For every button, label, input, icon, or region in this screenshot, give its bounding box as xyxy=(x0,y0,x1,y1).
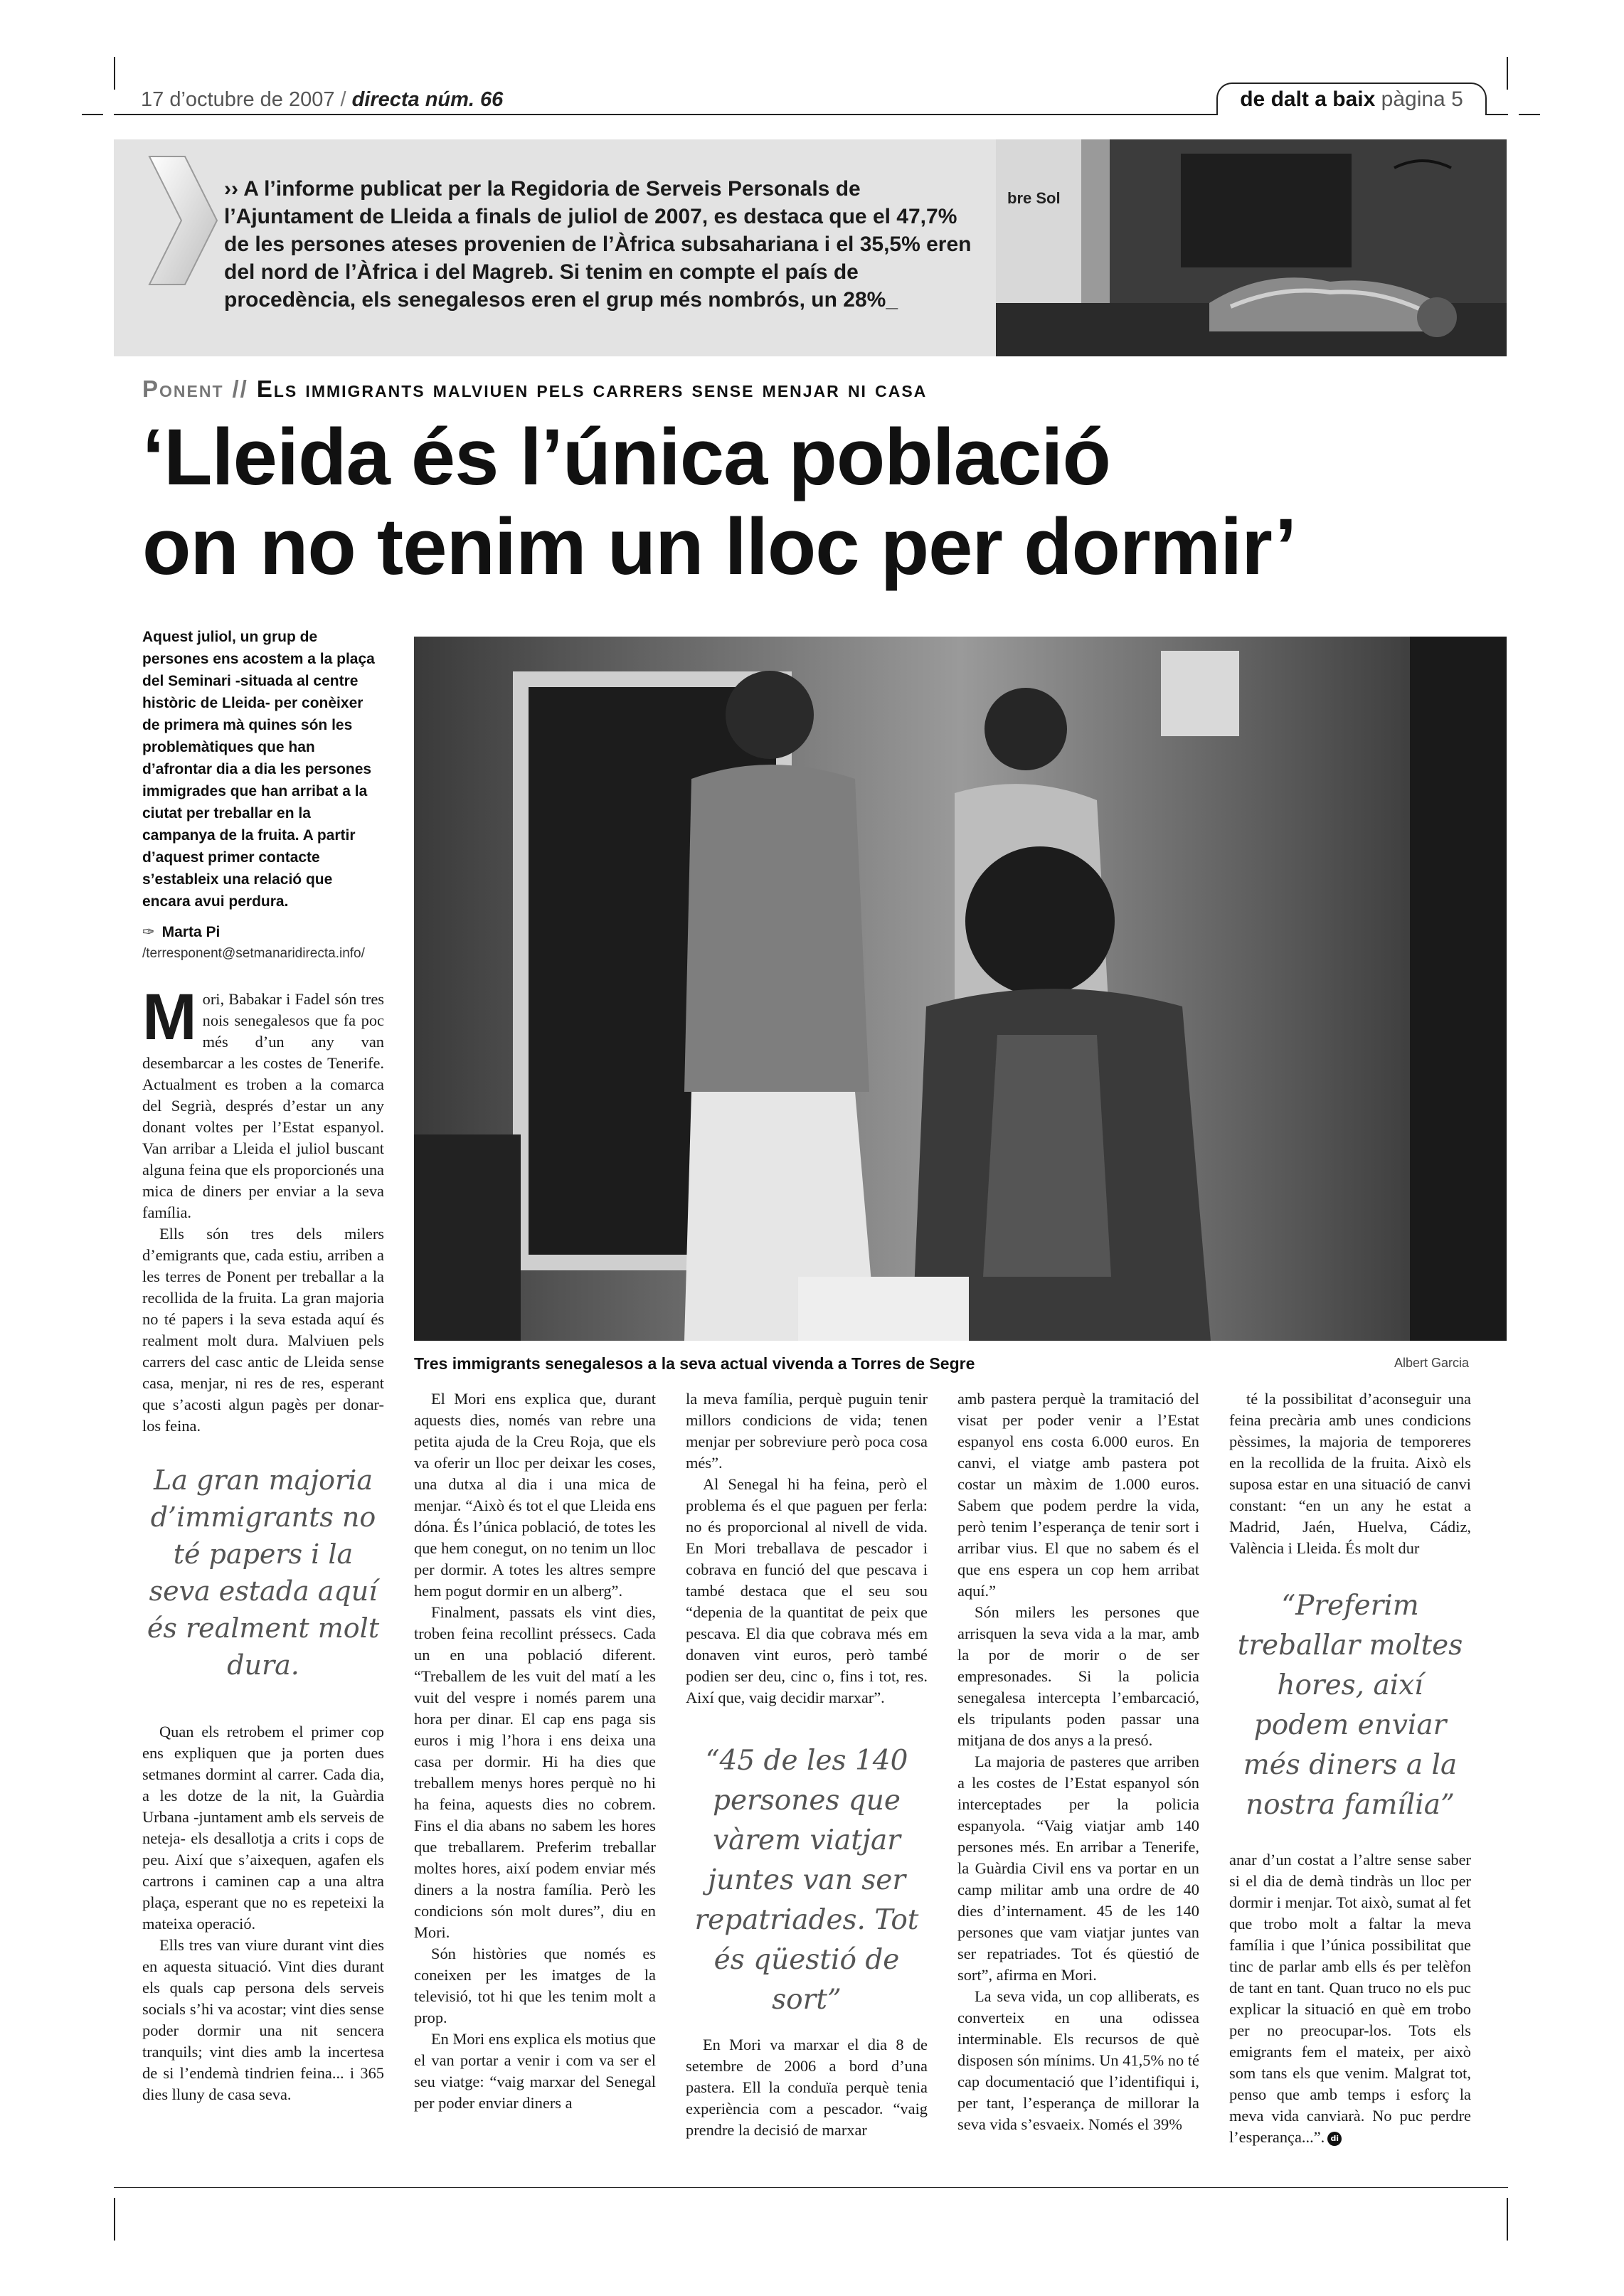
header-slash: / xyxy=(340,88,346,111)
body-paragraph: Són milers les persones que arrisquen la seva vida a la mar, amb la por de morir o de ser empresonades. Si la policia senegalesa intercepta l’embarcació, els tripulants poden passar una mitjana de dos anys a la presó. xyxy=(957,1603,1199,1749)
body-paragraph: En Mori va marxar el dia 8 de setembre de 2006 a bord d’una pastera. Ell la conduïa perquè tenia experiència com a pescador. “vaig prendre la decisió de marxar xyxy=(686,2036,928,2139)
headline-line-1: ‘Lleida és l’única població xyxy=(142,413,1110,501)
crop-mark xyxy=(1507,2198,1508,2241)
section-tab xyxy=(1216,83,1487,115)
crop-mark xyxy=(1507,57,1508,90)
pull-quote: “45 de les 140 persones que vàrem viatjar juntes van ser repatriades. Tot és qüestió de sort” xyxy=(694,1745,919,2016)
article-column-1 xyxy=(142,981,384,1437)
author-name: Marta Pi xyxy=(161,924,221,940)
crop-mark xyxy=(82,114,103,115)
headline xyxy=(142,413,1494,592)
chevron-arrow-icon xyxy=(142,153,221,288)
article-column-3 xyxy=(686,1388,928,1708)
body-paragraph: Finalment, passats els vint dies, troben feina recollint préssecs. Cada un en una població diferent. “Treballem de les vuit del matí a les vuit del vespre i només parem una hora per dinar. El cap ens paga sis euros i mig l’hora i ens deixa una casa per dormir. Hi ha dies que treballem menys hores perquè no hi ha feina, aquests dies no cobrem. Fins el dia abans no sabem les hores que treballarem. Preferim treballar moltes hores, així podem enviar més diners a la nostra família. Però les condicions són molt dures”, diu en Mori. xyxy=(414,1603,656,1941)
author-byline xyxy=(142,922,384,964)
body-paragraph: anar d’un costat a l’altre sense saber si el dia de demà tindràs un lloc per dormir i menjar. Tot això, sumat al fet que trobo molt a faltar la meva família i que l’única possibilitat que tinc de parlar amb ells és per telèfon de tant en tant. Quan truco no els puc explicar la situació en què em trobo per no preocupar-los. Tots els emigrants fem el mateix, per això som tans els que venim. Malgrat tot, penso que amb temps i esforç la meva vida canviarà. No puc perdre l’esperança...”. di xyxy=(1229,1851,1471,2146)
crop-mark xyxy=(1519,114,1540,115)
body-paragraph: Ells són tres dels milers d’emigrants que, cada estiu, arriben a les terres de Ponent per treballar a la recollida de la fruita. La gran majoria no té papers i la seva estada aquí és realment molt dura. Malviuen pels carrers del casc antic de Lleida sense casa, menjar, ni res de res, esperant que s’acosti algun pagès per donar-los feina. xyxy=(142,1225,384,1435)
kicker-separator: // xyxy=(232,376,248,402)
crop-mark xyxy=(114,2198,115,2241)
issue-date: 17 d’octubre de 2007 xyxy=(141,88,335,111)
publication-name: directa núm. 66 xyxy=(351,88,504,111)
article-column-5 xyxy=(1229,1388,1471,1559)
body-paragraph: La seva vida, un cop alliberats, es converteix en una odissea interminable. Els recursos de què disposen són mínims. Un 41,5% no té cap documentació que l’identifiqui i, per tant, l’esperança de millorar la seva vida s’esvaeix. Només el 39% xyxy=(957,1987,1199,2133)
kicker xyxy=(142,376,927,403)
lede-paragraph: Aquest juliol, un grup de persones ens acostem a la plaça del Seminari -situada al centre històric de Lleida- per conèixer de primera mà quines són les problemàtiques que han d’afrontar dia a dia les persones immigrades que han arribat a la ciutat per treballar en la campanya de la fruita. A partir d’aquest primer contacte s’estableix una relació que encara avui perdura. xyxy=(142,629,375,910)
article-column-2 xyxy=(414,1388,656,2114)
body-paragraph: Són històries que només es coneixen per les imatges de la televisió, tot hi que les tenim molt a prop. xyxy=(414,1945,656,2026)
bottom-rule xyxy=(114,2187,1508,2188)
article-column-4 xyxy=(957,1388,1199,2135)
body-paragraph: amb pastera perquè la tramitació del visat per poder venir a l’Estat espanyol ens costa 6.000 euros. En canvi, el viatge amb pastera pot costar un màxim de 1.000 euros. Sabem que podem perdre la vida, però tenim l’esperança de tenir sort i arribar vius. El que no sabem és el que ens espera un cop hem arribat aquí.” xyxy=(957,1390,1199,1600)
top-photo-sleeping-person xyxy=(996,139,1507,356)
kicker-subtitle: Els immigrants malviuen pels carrers sense menjar ni casa xyxy=(256,376,928,402)
section-tab-label: de dalt a baix xyxy=(1240,87,1376,111)
body-paragraph: Quan els retrobem el primer cop ens expliquen que ja porten dues setmanes dormint al carrer. Cada dia, a les dotze de la nit, la Guàrdia Urbana -juntament amb els serveis de neteja- els desallotja a crits i cops de peu. Així que s’aixequen, agafen els cartrons i caminen cap a una altra plaça, esperant que no es repeteixi la mateixa operació. xyxy=(142,1723,384,1933)
page-number: pàgina 5 xyxy=(1381,87,1463,111)
photo-credit: Albert Garcia xyxy=(1394,1356,1470,1370)
author-email: /terresponent@setmanaridirecta.info/ xyxy=(142,946,365,961)
directa-end-logo: di xyxy=(1327,2132,1342,2146)
body-paragraph: El Mori ens explica que, durant aquests dies, només van rebre una petita ajuda de la Creu Roja, que els va oferir un lloc per deixar les coses, una dutxa al dia i una mica de menjar. “Això és tot el que Lleida ens dóna. És l’única població, de totes les que hem conegut, on no tenim un lloc per dormir. A totes les altres sempre hem pogut dormir en un alberg”. xyxy=(414,1390,656,1600)
body-paragraph: Ells tres van viure durant vint dies en aquesta situació. Vint dies durant els quals cap persona dels serveis socials s’hi va acostar; vint dies sense poder dormir una nit sencera tranquils; vint dies amb la incertesa de si l’endemà tindrien feina... i 365 dies lluny de casa seva. xyxy=(142,1936,384,2103)
article-column-5-continued xyxy=(1229,1849,1471,2148)
body-paragraph: Al Senegal hi ha feina, però el problema és el que paguen per ferla: no és proporcional al nivell de vida. En Mori treballava de pescador i cobrava en funció del que pescava i també destaca que el seu sou “depenia de la quantitat de peix que pescava. El dia que cobrava més em donaven vint euros, però també podien ser deu, cinc o, fins i tot, res. Així que, vaig decidir marxar”. xyxy=(686,1475,928,1706)
pull-quote: La gran majoria d’immigrants no té papers i la seva estada aquí és realment molt dura. xyxy=(147,1465,380,1681)
body-paragraph: En Mori ens explica els motius que el van portar a venir i com va ser el seu viatge: “vaig marxar del Senegal per poder enviar diners a xyxy=(414,2030,656,2112)
pen-icon: ✑ xyxy=(142,924,155,940)
body-paragraph: La majoria de pasteres que arriben a les costes de l’Estat espanyol són interceptades per la policia espanyola. “Vaig viatjar amb 140 persones més. En arribar a Tenerife, la Guàrdia Civil ens va portar en un camp militar amb una ordre de 40 dies d’internament. 45 de les 140 persones que vam viatjar juntes van ser repatriades. Tot és qüestió de sort”, afirma en Mori. xyxy=(957,1753,1199,1984)
top-photo-art xyxy=(996,139,1507,356)
main-photo-three-men xyxy=(414,637,1507,1341)
main-photo-art xyxy=(414,637,1507,1341)
pull-quote: “Preferim treballar moltes hores, així podem enviar més diners a la nostra família” xyxy=(1237,1590,1463,1821)
headline-line-2: on no tenim un lloc per dormir’ xyxy=(142,502,1297,591)
body-paragraph: la meva família, perquè puguin tenir millors condicions de vida; tenen menjar per sobreviure però poca cosa més”. xyxy=(686,1390,928,1472)
issue-date-line xyxy=(141,88,503,112)
body-paragraph: té la possibilitat d’aconseguir una feina precària amb unes condicions pèssimes, la majoria de temporeres en la recollida de la fruita. Això els suposa estar en una situació de canvi constant: “en un any he estat a Madrid, Jaén, Huelva, Cádiz, València i Lleida. És molt dur xyxy=(1229,1390,1471,1557)
body-paragraph: Mori, Babakar i Fadel són tres nois senegalesos que fa poc més d’un any van desembarcar a les costes de Tenerife. Actualment es troben a la comarca del Segrià, després d’estar un any donant voltes per l’Estat espanyol. Van arribar a Lleida el juliol buscant alguna feina que els proporcionés una mica de diners per enviar a la seva família. xyxy=(142,981,384,1221)
highlight-text: ›› A l’informe publicat per la Regidoria de Serveis Personals de l’Ajuntament de Lleida a finals de juliol de 2007, es destaca que el 47,7% de les persones ateses provenien de l’Àfrica subsahariana i el 35,5% eren del nord de l’Àfrica i del Magreb. Si tenim en compte el país de procedència, els senegalesos eren el grup més nombrós, un 28%_ xyxy=(224,177,972,312)
crop-mark xyxy=(114,57,115,90)
drop-cap: M xyxy=(142,981,197,1053)
wall-sign-text: bre Sol xyxy=(1007,189,1061,207)
section-name: Ponent xyxy=(142,376,224,402)
article-column-3-continued xyxy=(686,2034,928,2141)
article-column-1-continued xyxy=(142,1721,384,2105)
photo-caption: Tres immigrants senegalesos a la seva actual vivenda a Torres de Segre xyxy=(414,1354,975,1373)
